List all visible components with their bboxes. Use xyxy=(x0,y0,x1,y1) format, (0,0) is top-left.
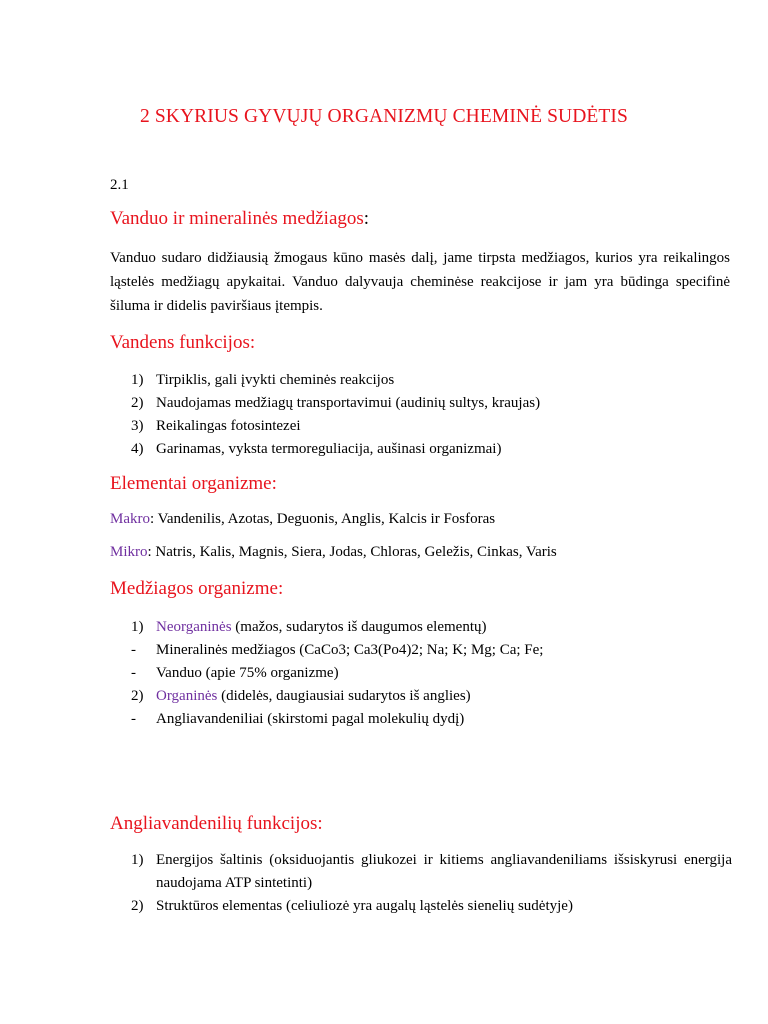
substances-list xyxy=(110,616,732,731)
list-item-text: Reikalingas fotosintezei xyxy=(156,418,301,434)
water-paragraph: Vanduo sudaro didžiausią žmogaus kūno masės dalį, jame tirpsta medžiagos, kurios yra reikalingos ląstelės medžiagų apykaitai. Vanduo dalyvauja cheminėse reakcijose ir jam yra būdinga specifinė šiluma ir didelis paviršiaus įtempis. xyxy=(110,250,730,314)
list-marker: 2) xyxy=(131,688,144,704)
list-item-text: Struktūros elementas (celiuliozė yra augalų ląstelės sienelių sudėtyje) xyxy=(156,898,573,914)
micro-label: Mikro xyxy=(110,544,148,560)
heading-substances: Medžiagos organizme: xyxy=(110,578,284,599)
micro-elements-line xyxy=(110,544,740,561)
list-item-text: Angliavandeniliai (skirstomi pagal molekulių dydį) xyxy=(156,711,465,727)
heading-carb-functions: Angliavandenilių funkcijos: xyxy=(110,813,323,834)
list-item xyxy=(110,415,732,438)
list-item xyxy=(110,392,732,415)
list-item-text: Naudojamas medžiagų transportavimui (audinių sultys, kraujas) xyxy=(156,395,541,411)
list-item xyxy=(110,708,732,731)
list-marker: 4) xyxy=(131,441,144,457)
section-number: 2.1 xyxy=(110,177,129,193)
list-marker: 2) xyxy=(131,898,144,914)
list-marker: - xyxy=(131,665,136,681)
list-item-text: Energijos šaltinis (oksiduojantis gliukozei ir kitiems angliavandeniliams išsiskyrusi energija naudojama ATP sintetinti) xyxy=(156,852,732,891)
list-marker: 1) xyxy=(131,372,144,388)
macro-label: Makro xyxy=(110,511,150,527)
heading-water-text: Vanduo ir mineralinės medžiagos xyxy=(110,208,364,229)
list-marker: - xyxy=(131,642,136,658)
list-item-text: (didelės, daugiausiai sudarytos iš anglies) xyxy=(217,688,471,704)
list-marker: 3) xyxy=(131,418,144,434)
heading-elements: Elementai organizme: xyxy=(110,473,277,494)
macro-elements-line xyxy=(110,511,740,528)
list-item-text: Garinamas, vyksta termoreguliacija, aušinasi organizmai) xyxy=(156,441,502,457)
water-functions-list xyxy=(110,369,732,461)
list-marker: - xyxy=(131,711,136,727)
heading-water-colon: : xyxy=(363,208,370,229)
list-item xyxy=(110,616,732,639)
heading-water-functions: Vandens funkcijos: xyxy=(110,332,256,353)
list-item-text: Mineralinės medžiagos (CaCo3; Ca3(Po4)2; Na; K; Mg; Ca; Fe; xyxy=(156,642,544,658)
list-item xyxy=(110,895,732,918)
list-item-highlight: Neorganinės xyxy=(156,619,232,635)
list-marker: 2) xyxy=(131,395,144,411)
heading-water xyxy=(110,208,369,230)
list-item-highlight: Organinės xyxy=(156,688,218,704)
list-item-text: (mažos, sudarytos iš daugumos elementų) xyxy=(231,619,487,635)
macro-text: : Vandenilis, Azotas, Deguonis, Anglis, Kalcis ir Fosforas xyxy=(150,511,496,527)
list-item xyxy=(110,662,732,685)
chapter-title: 2 SKYRIUS GYVŲJŲ ORGANIZMŲ CHEMINĖ SUDĖTIS xyxy=(140,106,628,127)
micro-text: : Natris, Kalis, Magnis, Siera, Jodas, Chloras, Geležis, Cinkas, Varis xyxy=(147,544,557,560)
list-item xyxy=(110,369,732,392)
list-item xyxy=(110,849,732,895)
list-marker: 1) xyxy=(131,852,144,868)
carb-functions-list xyxy=(110,849,732,918)
list-item xyxy=(110,438,732,461)
list-item-text: Tirpiklis, gali įvykti cheminės reakcijos xyxy=(156,372,395,388)
list-item xyxy=(110,685,732,708)
list-item xyxy=(110,639,732,662)
list-marker: 1) xyxy=(131,619,144,635)
list-item-text: Vanduo (apie 75% organizme) xyxy=(156,665,339,681)
